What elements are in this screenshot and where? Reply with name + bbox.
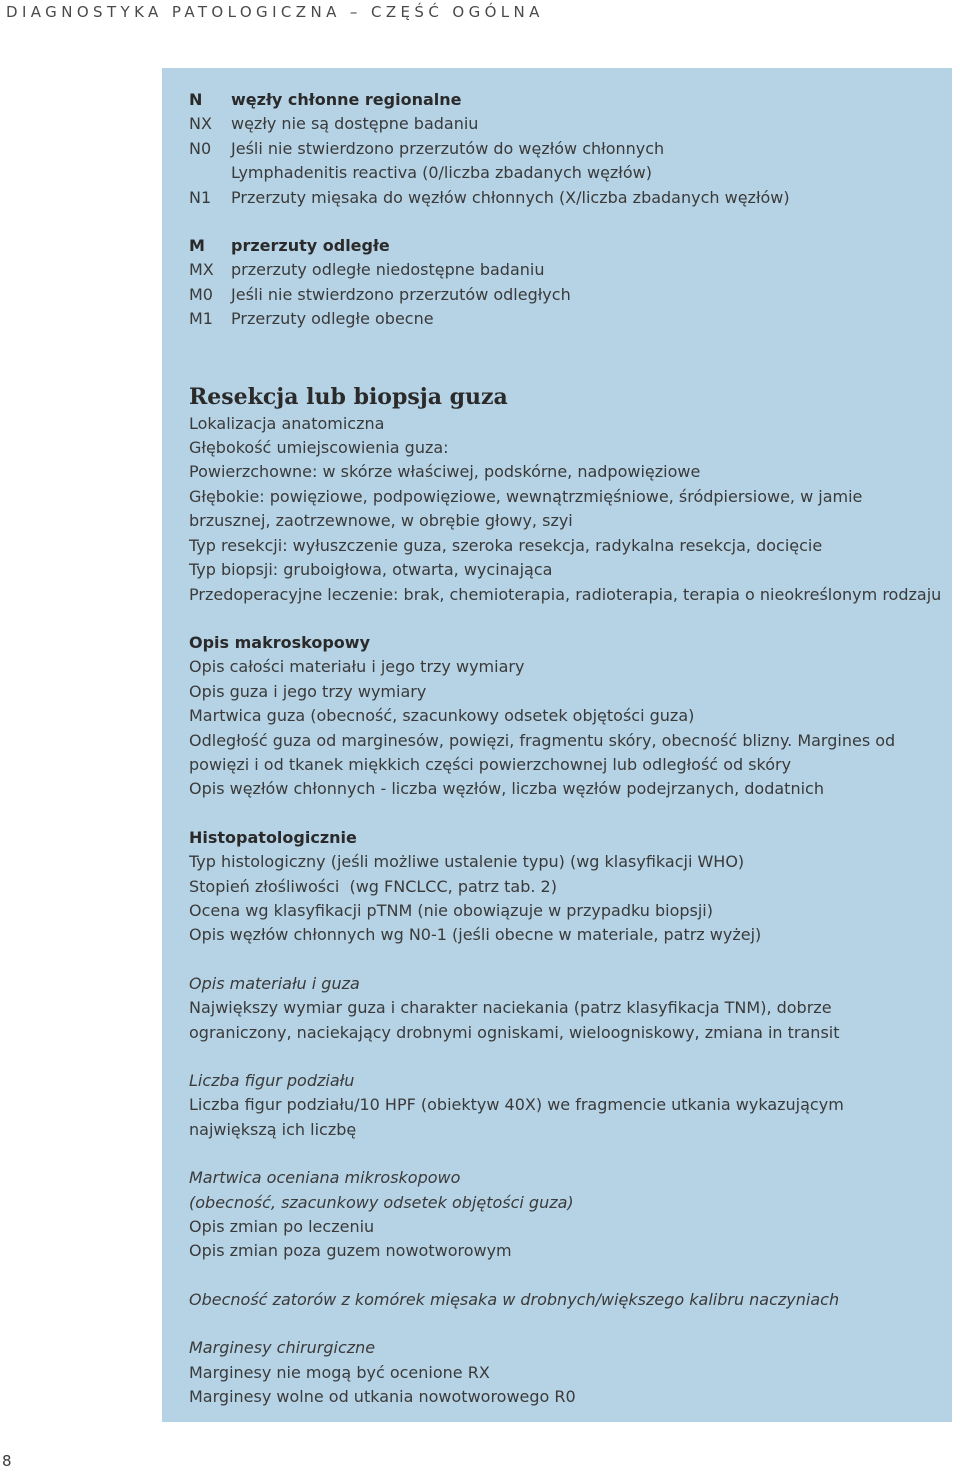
necrosis-line: Opis zmian poza guzem nowotworowym bbox=[189, 1241, 512, 1261]
resection-line: Typ resekcji: wyłuszczenie guza, szeroka resekcja, radykalna resekcja, docięcie bbox=[189, 535, 823, 555]
macroscopic-line: Opis węzłów chłonnych - liczba węzłów, liczba węzłów podejrzanych, dodatnich bbox=[189, 779, 824, 799]
material-line: Największy wymiar guza i charakter naciekania (patrz klasyfikacja TNM), dobrze ograniczony, naciekający drobnymi ogniskami, wieloogniskowy, zmiana in transit bbox=[189, 998, 840, 1042]
mitoses-line: Liczba figur podziału/10 HPF (obiektyw 40X) we fragmencie utkania wykazującym największą ich liczbę bbox=[189, 1095, 844, 1139]
necrosis-line: Opis zmian po leczeniu bbox=[189, 1217, 375, 1237]
m-classification-block bbox=[189, 234, 934, 332]
mx-code: MX bbox=[189, 260, 214, 280]
emboli-section bbox=[189, 1288, 934, 1312]
spacer bbox=[189, 948, 934, 972]
m-description: przerzuty odległe bbox=[231, 236, 390, 256]
resection-title: Resekcja lub biopsja guza bbox=[189, 383, 508, 410]
m1-row bbox=[189, 307, 934, 331]
histopathology-line: Opis węzłów chłonnych wg N0-1 (jeśli obecne w materiale, patrz wyżej) bbox=[189, 925, 762, 945]
n0-continuation-row bbox=[189, 161, 934, 185]
necrosis-section bbox=[189, 1166, 934, 1264]
histopathology-line: Typ histologiczny (jeśli możliwe ustalenie typu) (wg klasyfikacji WHO) bbox=[189, 852, 745, 872]
resection-line: Lokalizacja anatomiczna bbox=[189, 413, 385, 433]
n1-row bbox=[189, 186, 934, 210]
m-row bbox=[189, 234, 934, 258]
n0-description: Jeśli nie stwierdzono przerzutów do węzłów chłonnych bbox=[231, 138, 665, 158]
histopathology-line: Ocena wg klasyfikacji pTNM (nie obowiązuje w przypadku biopsji) bbox=[189, 900, 713, 920]
nx-row bbox=[189, 112, 934, 136]
macroscopic-line: Odległość guza od marginesów, powięzi, fragmentu skóry, obecność blizny. Margines od powięzi i od tkanek miękkich części powierzchownej lub odległość od skóry bbox=[189, 730, 896, 774]
necrosis-title: Martwica oceniana mikroskopowo bbox=[189, 1168, 461, 1188]
mitoses-section bbox=[189, 1069, 934, 1142]
macroscopic-section bbox=[189, 631, 934, 802]
resection-section bbox=[189, 382, 942, 607]
resection-line: Przedoperacyjne leczenie: brak, chemioterapia, radioterapia, terapia o nieokreślonym rodzaju bbox=[189, 584, 942, 604]
n-classification-block bbox=[189, 88, 934, 210]
material-title: Opis materiału i guza bbox=[189, 973, 360, 993]
n0-row bbox=[189, 137, 934, 161]
emboli-title: Obecność zatorów z komórek mięsaka w drobnych/większego kalibru naczyniach bbox=[189, 1289, 840, 1309]
histopathology-section bbox=[189, 826, 934, 948]
n1-code: N1 bbox=[189, 187, 212, 207]
m-code: M bbox=[189, 236, 205, 256]
margins-section bbox=[189, 1336, 934, 1409]
n-row bbox=[189, 88, 934, 112]
histopathology-title: Histopatologicznie bbox=[189, 827, 357, 847]
mitoses-title: Liczba figur podziału bbox=[189, 1071, 355, 1090]
histopathology-line: Stopień złośliwości (wg FNCLCC, patrz tab. 2) bbox=[189, 876, 557, 896]
nx-description: węzły nie są dostępne badaniu bbox=[231, 114, 479, 134]
margins-line: Marginesy wolne od utkania nowotworowego R0 bbox=[189, 1387, 576, 1407]
m1-code: M1 bbox=[189, 309, 213, 329]
spacer bbox=[189, 1264, 934, 1288]
macroscopic-line: Opis całości materiału i jego trzy wymiary bbox=[189, 657, 525, 677]
panel-content bbox=[189, 88, 942, 1409]
macroscopic-title: Opis makroskopowy bbox=[189, 632, 371, 652]
m0-row bbox=[189, 283, 934, 307]
margins-title: Marginesy chirurgiczne bbox=[189, 1338, 376, 1358]
margins-line: Marginesy nie mogą być ocenione RX bbox=[189, 1362, 490, 1382]
n-description: węzły chłonne regionalne bbox=[231, 90, 462, 109]
macroscopic-line: Martwica guza (obecność, szacunkowy odsetek objętości guza) bbox=[189, 706, 695, 726]
n0-continuation-code bbox=[189, 161, 231, 185]
spacer bbox=[189, 210, 934, 234]
material-section bbox=[189, 972, 934, 1045]
macroscopic-line: Opis guza i jego trzy wymiary bbox=[189, 681, 427, 701]
n-code: N bbox=[189, 90, 203, 109]
n0-code: N0 bbox=[189, 138, 212, 158]
spacer bbox=[189, 1045, 934, 1069]
nx-code: NX bbox=[189, 114, 212, 134]
spacer bbox=[189, 1312, 934, 1336]
spacer bbox=[189, 1142, 934, 1166]
page-number: 8 bbox=[2, 1452, 12, 1470]
mx-row bbox=[189, 258, 934, 282]
spacer bbox=[189, 802, 934, 826]
m0-description: Jeśli nie stwierdzono przerzutów odległych bbox=[231, 284, 571, 304]
spacer bbox=[189, 607, 934, 631]
m1-description: Przerzuty odległe obecne bbox=[231, 309, 434, 329]
n0-continuation-description: Lymphadenitis reactiva (0/liczba zbadanych węzłów) bbox=[231, 163, 652, 183]
m0-code: M0 bbox=[189, 284, 213, 304]
spacer bbox=[189, 332, 934, 382]
resection-line: Powierzchowne: w skórze właściwej, podskórne, nadpowięziowe bbox=[189, 462, 701, 482]
running-header: DIAGNOSTYKA PATOLOGICZNA – CZĘŚĆ OGÓLNA bbox=[6, 3, 544, 21]
resection-line: Głębokie: powięziowe, podpowięziowe, wewnątrzmięśniowe, śródpiersiowe, w jamie brzusznej, zaotrzewnowe, w obrębie głowy, szyi bbox=[189, 486, 863, 531]
n1-description: Przerzuty mięsaka do węzłów chłonnych (X/liczba zbadanych węzłów) bbox=[231, 187, 790, 207]
mx-description: przerzuty odległe niedostępne badaniu bbox=[231, 260, 545, 280]
resection-line: Głębokość umiejscowienia guza: bbox=[189, 438, 449, 458]
resection-line: Typ biopsji: gruboigłowa, otwarta, wycinająca bbox=[189, 560, 553, 580]
necrosis-subtitle: (obecność, szacunkowy odsetek objętości guza) bbox=[189, 1192, 574, 1212]
